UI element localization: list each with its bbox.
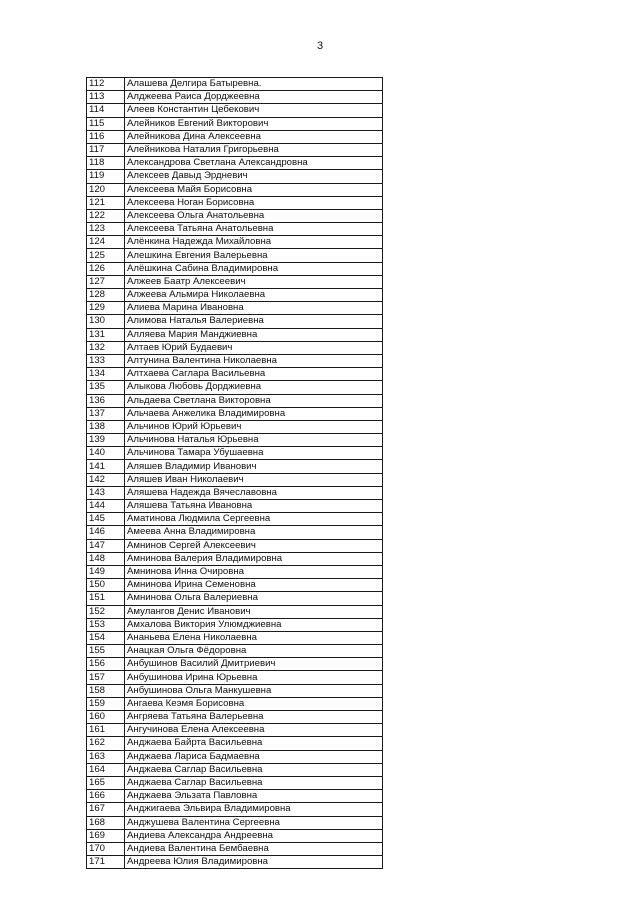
table-row — [87, 645, 383, 658]
row-number: 116 — [87, 130, 125, 143]
person-name: Алтунина Валентина Николаевна — [125, 354, 383, 367]
table-row — [87, 368, 383, 381]
person-name: Альчинова Наталья Юрьевна — [125, 434, 383, 447]
person-name: Алжеев Баатр Алексеевич — [125, 275, 383, 288]
row-number: 150 — [87, 579, 125, 592]
row-number: 119 — [87, 170, 125, 183]
person-name: Алексеев Давыд Эрдневич — [125, 170, 383, 183]
row-number: 166 — [87, 790, 125, 803]
table-row — [87, 262, 383, 275]
row-number: 137 — [87, 407, 125, 420]
row-number: 133 — [87, 354, 125, 367]
table-row — [87, 236, 383, 249]
person-name: Аляшев Владимир Иванович — [125, 460, 383, 473]
row-number: 136 — [87, 394, 125, 407]
person-name: Алешкина Евгения Валерьевна — [125, 249, 383, 262]
table-row — [87, 157, 383, 170]
person-name: Ангряева Татьяна Валерьевна — [125, 711, 383, 724]
person-name: Алляева Мария Манджиевна — [125, 328, 383, 341]
person-name: Аматинова Людмила Сергеевна — [125, 513, 383, 526]
table-row — [87, 500, 383, 513]
person-name: Алексеева Ольга Анатольевна — [125, 209, 383, 222]
row-number: 171 — [87, 856, 125, 869]
table-row — [87, 605, 383, 618]
row-number: 135 — [87, 381, 125, 394]
row-number: 138 — [87, 420, 125, 433]
table-row — [87, 275, 383, 288]
row-number: 161 — [87, 724, 125, 737]
table-row — [87, 209, 383, 222]
row-number: 141 — [87, 460, 125, 473]
row-number: 121 — [87, 196, 125, 209]
table-row — [87, 842, 383, 855]
row-number: 164 — [87, 763, 125, 776]
person-name: Анджигаева Эльвира Владимировна — [125, 803, 383, 816]
person-name: Алексеева Ноган Борисовна — [125, 196, 383, 209]
person-name: Алейникова Дина Алексеевна — [125, 130, 383, 143]
person-name: Алёшкина Сабина Владимировна — [125, 262, 383, 275]
table-row — [87, 78, 383, 91]
row-number: 118 — [87, 157, 125, 170]
person-name: Алимова Наталья Валериевна — [125, 315, 383, 328]
row-number: 112 — [87, 78, 125, 91]
table-row — [87, 671, 383, 684]
row-number: 124 — [87, 236, 125, 249]
table-row — [87, 394, 383, 407]
row-number: 148 — [87, 552, 125, 565]
person-name: Андиева Александра Андреевна — [125, 829, 383, 842]
table-row — [87, 196, 383, 209]
row-number: 160 — [87, 711, 125, 724]
table-row — [87, 315, 383, 328]
table-row — [87, 552, 383, 565]
table-row — [87, 539, 383, 552]
table-row — [87, 790, 383, 803]
table-row — [87, 170, 383, 183]
row-number: 146 — [87, 526, 125, 539]
person-name: Ангаева Кеэмя Борисовна — [125, 697, 383, 710]
row-number: 158 — [87, 684, 125, 697]
table-row — [87, 91, 383, 104]
row-number: 115 — [87, 117, 125, 130]
table-row — [87, 565, 383, 578]
table-row — [87, 130, 383, 143]
person-name: Анбушинов Василий Дмитриевич — [125, 658, 383, 671]
row-number: 163 — [87, 750, 125, 763]
person-name: Алиева Марина Ивановна — [125, 302, 383, 315]
row-number: 130 — [87, 315, 125, 328]
person-name: Анджаева Лариса Бадмаевна — [125, 750, 383, 763]
table-row — [87, 526, 383, 539]
row-number: 126 — [87, 262, 125, 275]
row-number: 132 — [87, 341, 125, 354]
person-name: Анбушинова Ирина Юрьевна — [125, 671, 383, 684]
row-number: 155 — [87, 645, 125, 658]
table-row — [87, 579, 383, 592]
row-number: 145 — [87, 513, 125, 526]
table-row — [87, 381, 383, 394]
page-number: 3 — [316, 40, 324, 52]
row-number: 123 — [87, 223, 125, 236]
row-number: 134 — [87, 368, 125, 381]
row-number: 117 — [87, 143, 125, 156]
person-name: Альдаева Светлана Викторовна — [125, 394, 383, 407]
row-number: 154 — [87, 631, 125, 644]
table-row — [87, 328, 383, 341]
table-row — [87, 829, 383, 842]
person-name: Амнинова Валерия Владимировна — [125, 552, 383, 565]
row-number: 159 — [87, 697, 125, 710]
table-row — [87, 803, 383, 816]
person-name: Алёнкина Надежда Михайловна — [125, 236, 383, 249]
table-row — [87, 776, 383, 789]
person-name: Амеева Анна Владимировна — [125, 526, 383, 539]
table-row — [87, 763, 383, 776]
person-name: Александрова Светлана Александровна — [125, 157, 383, 170]
row-number: 127 — [87, 275, 125, 288]
table-row — [87, 460, 383, 473]
table-row — [87, 658, 383, 671]
row-number: 170 — [87, 842, 125, 855]
row-number: 151 — [87, 592, 125, 605]
table-row — [87, 302, 383, 315]
table-row — [87, 434, 383, 447]
table-row — [87, 724, 383, 737]
table-row — [87, 143, 383, 156]
row-number: 120 — [87, 183, 125, 196]
row-number: 153 — [87, 618, 125, 631]
person-name: Анджушева Валентина Сергеевна — [125, 816, 383, 829]
person-name: Анджаева Саглар Васильевна — [125, 776, 383, 789]
table-row — [87, 223, 383, 236]
person-name: Альчинова Тамара Убушаевна — [125, 447, 383, 460]
table-row — [87, 737, 383, 750]
table-row — [87, 631, 383, 644]
row-number: 128 — [87, 289, 125, 302]
person-name: Амнинова Инна Очировна — [125, 565, 383, 578]
person-name: Андиева Валентина Бембаевна — [125, 842, 383, 855]
row-number: 147 — [87, 539, 125, 552]
row-number: 168 — [87, 816, 125, 829]
row-number: 113 — [87, 91, 125, 104]
person-name: Амхалова Виктория Улюмджиевна — [125, 618, 383, 631]
row-number: 152 — [87, 605, 125, 618]
person-name: Алейникова Наталия Григорьевна — [125, 143, 383, 156]
row-number: 143 — [87, 486, 125, 499]
table-row — [87, 117, 383, 130]
person-name: Алжеева Альмира Николаевна — [125, 289, 383, 302]
person-name: Алеев Константин Цебекович — [125, 104, 383, 117]
table-row — [87, 486, 383, 499]
table-row — [87, 711, 383, 724]
person-name: Аляшев Иван Николаевич — [125, 473, 383, 486]
row-number: 169 — [87, 829, 125, 842]
person-name: Анджаева Байрта Васильевна — [125, 737, 383, 750]
table-row — [87, 341, 383, 354]
table-row — [87, 407, 383, 420]
row-number: 157 — [87, 671, 125, 684]
table-row — [87, 289, 383, 302]
person-name: Алашева Делгира Батыревна. — [125, 78, 383, 91]
person-name: Алыкова Любовь Дорджиевна — [125, 381, 383, 394]
table-row — [87, 183, 383, 196]
row-number: 162 — [87, 737, 125, 750]
row-number: 140 — [87, 447, 125, 460]
table-row — [87, 249, 383, 262]
person-name: Анацкая Ольга Фёдоровна — [125, 645, 383, 658]
row-number: 165 — [87, 776, 125, 789]
person-name: Анджаева Эльзата Павловна — [125, 790, 383, 803]
table-row — [87, 816, 383, 829]
row-number: 142 — [87, 473, 125, 486]
table-row — [87, 420, 383, 433]
row-number: 149 — [87, 565, 125, 578]
row-number: 144 — [87, 500, 125, 513]
person-name: Алексеева Майя Борисовна — [125, 183, 383, 196]
table-row — [87, 104, 383, 117]
row-number: 125 — [87, 249, 125, 262]
person-name: Ангучинова Елена Алексеевна — [125, 724, 383, 737]
person-name: Амнинов Сергей Алексеевич — [125, 539, 383, 552]
names-table-body — [87, 78, 383, 869]
names-table — [86, 77, 383, 869]
table-row — [87, 592, 383, 605]
person-name: Альчинов Юрий Юрьевич — [125, 420, 383, 433]
person-name: Алексеева Татьяна Анатольевна — [125, 223, 383, 236]
person-name: Алтаев Юрий Будаевич — [125, 341, 383, 354]
person-name: Аляшева Надежда Вячеславовна — [125, 486, 383, 499]
person-name: Амнинова Ирина Семеновна — [125, 579, 383, 592]
row-number: 167 — [87, 803, 125, 816]
row-number: 139 — [87, 434, 125, 447]
table-row — [87, 354, 383, 367]
person-name: Андреева Юлия Владимировна — [125, 856, 383, 869]
table-row — [87, 697, 383, 710]
table-row — [87, 618, 383, 631]
person-name: Альчаева Анжелика Владимировна — [125, 407, 383, 420]
person-name: Алтхаева Саглара Васильевна — [125, 368, 383, 381]
row-number: 131 — [87, 328, 125, 341]
person-name: Алджеева Раиса Дорджеевна — [125, 91, 383, 104]
row-number: 129 — [87, 302, 125, 315]
person-name: Амулангов Денис Иванович — [125, 605, 383, 618]
person-name: Аляшева Татьяна Ивановна — [125, 500, 383, 513]
table-row — [87, 447, 383, 460]
person-name: Амнинова Ольга Валериевна — [125, 592, 383, 605]
person-name: Анджаева Саглар Васильевна — [125, 763, 383, 776]
row-number: 156 — [87, 658, 125, 671]
person-name: Анбушинова Ольга Манкушевна — [125, 684, 383, 697]
table-row — [87, 473, 383, 486]
table-row — [87, 684, 383, 697]
row-number: 122 — [87, 209, 125, 222]
table-row — [87, 856, 383, 869]
row-number: 114 — [87, 104, 125, 117]
table-row — [87, 513, 383, 526]
table-row — [87, 750, 383, 763]
person-name: Ананьева Елена Николаевна — [125, 631, 383, 644]
person-name: Алейников Евгений Викторович — [125, 117, 383, 130]
